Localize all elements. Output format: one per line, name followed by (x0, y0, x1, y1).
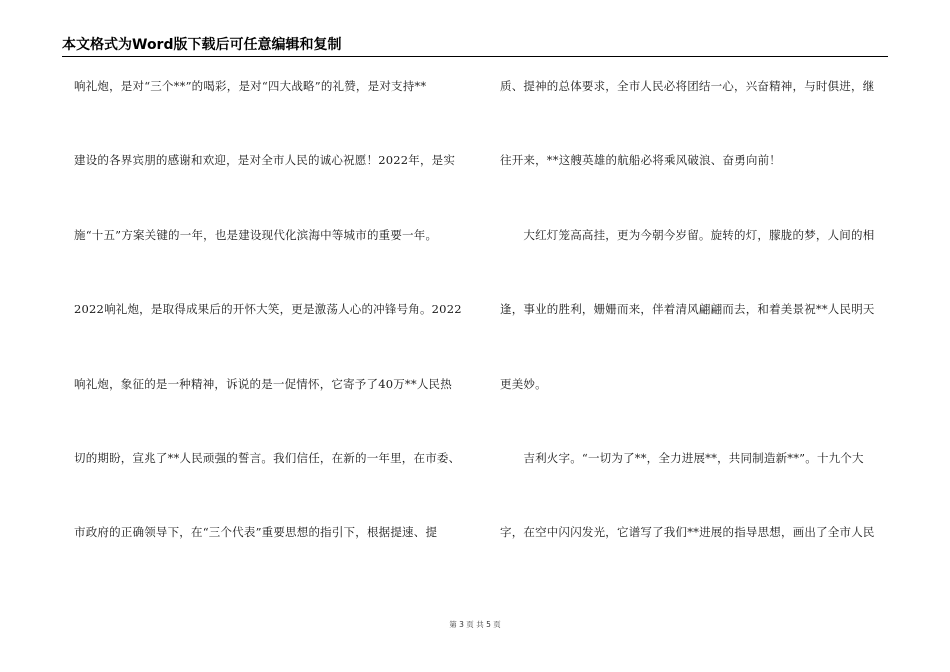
text-line: 字，在空中闪闪发光，它谱写了我们**进展的指导思想，画出了全市人民 (500, 525, 875, 540)
header-title: 本文格式为Word版下载后可任意编辑和复制 (62, 37, 342, 53)
text-line: 大红灯笼高高挂，更为今朝今岁留。旋转的灯，朦胧的梦，人间的相 (500, 227, 875, 242)
text-line: 响礼炮，是对“三个**”的喝彩，是对“四大战略”的礼赞，是对支持** (74, 79, 427, 93)
page-header (62, 38, 888, 57)
text-line: 切的期盼，宣兆了**人民顽强的誓言。我们信任，在新的一年里，在市委、 (74, 450, 461, 465)
text-line: 更美妙。 (500, 376, 547, 391)
text-line: 吉利火字。“一切为了**，全力进展**，共同制造新**”。十九个大 (500, 450, 864, 465)
page-number-footer: 第 3 页 共 5 页 (449, 620, 501, 629)
text-line: 2022响礼炮，是取得成果后的开怀大笑，更是激荡人心的冲锋号角。2022 (74, 302, 462, 317)
text-line: 施“十五”方案关键的一年，也是建设现代化滨海中等城市的重要一年。 (74, 227, 438, 242)
text-line: 建设的各界宾朋的感谢和欢迎，是对全市人民的诚心祝愿！2022年，是实 (74, 153, 456, 168)
text-line: 市政府的正确领导下，在“三个代表”重要思想的指引下，根据提速、提 (74, 525, 438, 540)
text-line: 往开来，**这艘英雄的航船必将乘风破浪、奋勇向前！ (500, 153, 781, 168)
right-text-column (500, 77, 884, 598)
left-text-column (74, 77, 466, 598)
text-line: 质、提神的总体要求，全市人民必将团结一心，兴奋精神，与时俱进，继 (500, 79, 875, 93)
text-line: 响礼炮，象征的是一种精神，诉说的是一促情怀，它寄予了40万**人民热 (74, 376, 452, 391)
text-line: 逢，事业的胜利，姗姗而来，伴着清风翩翩而去，和着美景祝**人民明天 (500, 302, 875, 317)
